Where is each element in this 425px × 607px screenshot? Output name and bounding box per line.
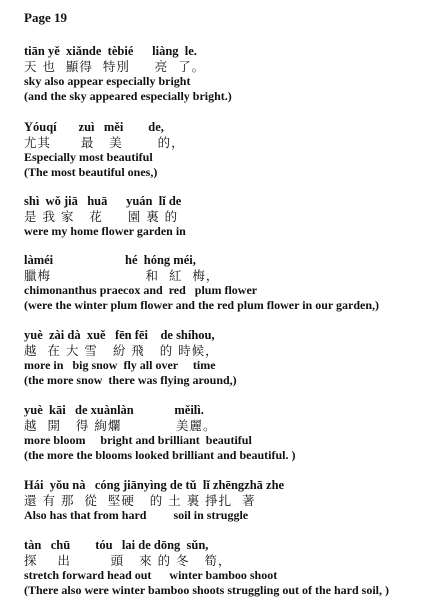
translation-line: (The most beautiful ones,) bbox=[24, 165, 158, 179]
hanzi-line: 尤其 最 美 的， bbox=[24, 135, 185, 150]
pinyin-line: tiān yě xiǎnde tèbié liàng le. bbox=[24, 44, 197, 58]
hanzi-line: 探 出 頭 來 的 冬 筍， bbox=[24, 553, 232, 568]
hanzi-line: 天 也 顯得 特別 亮 了。 bbox=[24, 59, 206, 74]
hanzi-line: 還 有 那 從 堅硬 的 土 裏 掙扎 著 bbox=[24, 493, 256, 508]
page-number: Page 19 bbox=[24, 10, 67, 25]
pinyin-line: yuè kāi de xuànlàn měilì. bbox=[24, 403, 204, 417]
stanza-5 bbox=[24, 328, 419, 388]
stanza-7 bbox=[24, 478, 419, 523]
pinyin-line: shì wǒ jiā huā yuán lǐ de bbox=[24, 194, 182, 208]
hanzi-line: 越 開 得 絢爛 美麗。 bbox=[24, 418, 217, 433]
pinyin-line: làméi hé hóng méi, bbox=[24, 253, 196, 267]
pinyin-line: tàn chū tóu lai de dōng sǔn, bbox=[24, 538, 209, 552]
stanza-1 bbox=[24, 44, 419, 104]
translation-line: (the more the blooms looked brilliant and beautiful. ) bbox=[24, 448, 296, 462]
stanza-3 bbox=[24, 194, 419, 239]
stanza-2 bbox=[24, 120, 419, 180]
english-gloss-line: more bloom bright and brilliant beautiful bbox=[24, 433, 252, 447]
english-gloss-line: were my home flower garden in bbox=[24, 224, 186, 238]
translation-line: (were the winter plum flower and the red plum flower in our garden,) bbox=[24, 298, 379, 312]
pinyin-line: yuè zài dà xuě fēn fēi de shíhou, bbox=[24, 328, 215, 342]
stanza-4 bbox=[24, 253, 419, 313]
hanzi-line: 越 在 大 雪 紛 飛 的 時候， bbox=[24, 343, 219, 358]
english-gloss-line: more in big snow fly all over time bbox=[24, 358, 216, 372]
hanzi-line: 是 我 家 花 園 裏 的 bbox=[24, 209, 179, 224]
pinyin-line: Yóuqí zuì měi de, bbox=[24, 120, 164, 134]
translation-line: (the more snow there was flying around,) bbox=[24, 373, 237, 387]
hanzi-line: 臘梅 和 紅 梅， bbox=[24, 268, 220, 283]
stanza-6 bbox=[24, 403, 419, 463]
english-gloss-line: chimonanthus praecox and red plum flower bbox=[24, 283, 258, 297]
translation-line: (and the sky appeared especially bright.) bbox=[24, 89, 232, 103]
translation-line: (There also were winter bamboo shoots struggling out of the hard soil, ) bbox=[24, 583, 390, 597]
english-gloss-line: Also has that from hard soil in struggle bbox=[24, 508, 249, 522]
english-gloss-line: Especially most beautiful bbox=[24, 150, 153, 164]
english-gloss-line: sky also appear especially bright bbox=[24, 74, 191, 88]
english-gloss-line: stretch forward head out winter bamboo shoot bbox=[24, 568, 278, 582]
stanza-8 bbox=[24, 538, 419, 598]
pinyin-line: Hái yǒu nà cóng jiānyìng de tǔ lǐ zhēngzhā zhe bbox=[24, 478, 285, 492]
